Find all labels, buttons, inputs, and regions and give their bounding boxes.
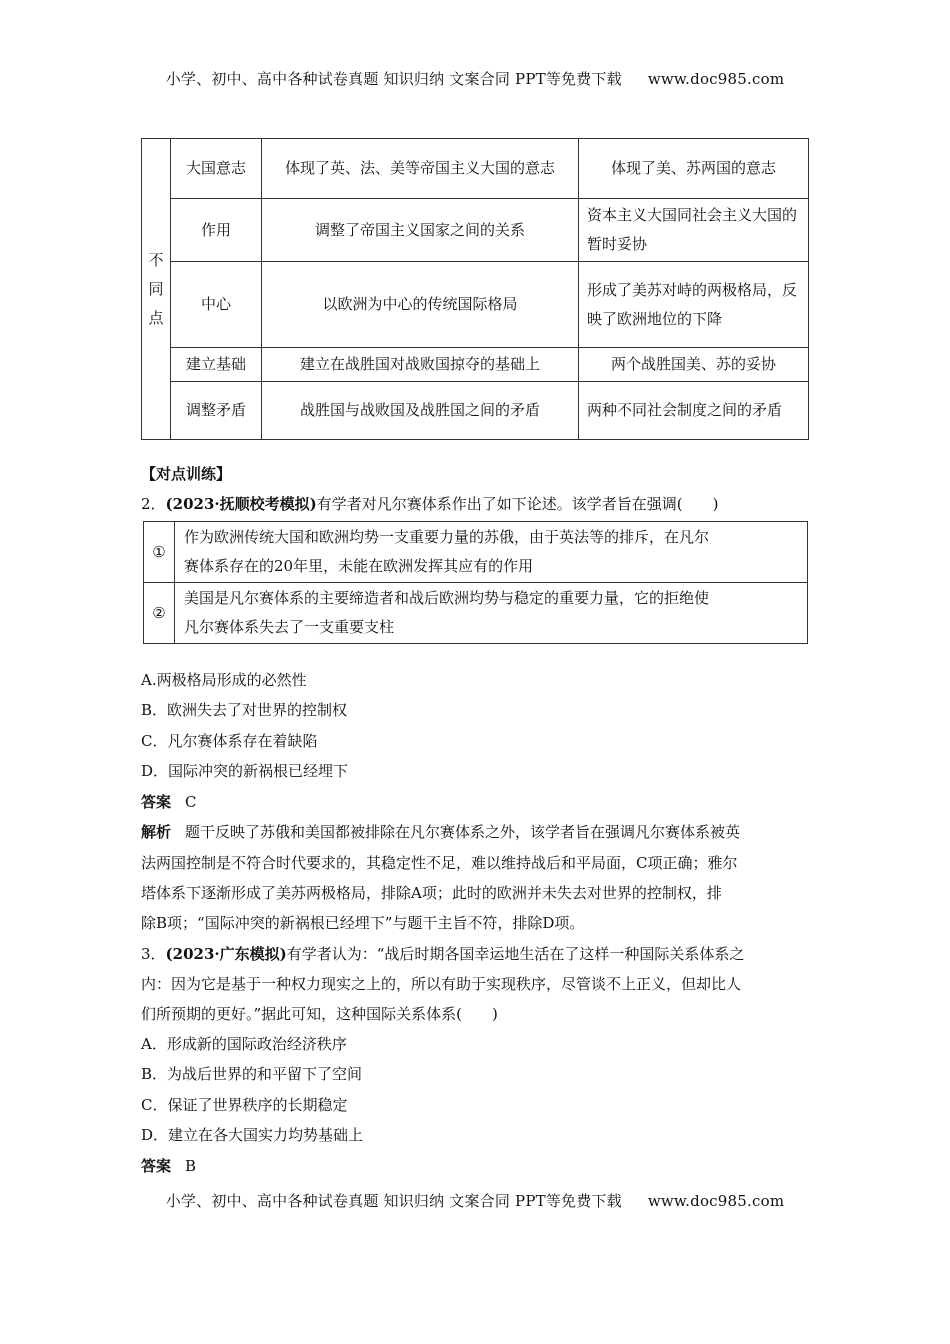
header-url[interactable]: www.doc985.com (647, 70, 785, 88)
row-name: 建立基础 (171, 348, 262, 382)
yalta-cell: 资本主义大国同社会主义大国的暂时妥协 (579, 199, 809, 262)
q2-option-c: C．凡尔赛体系存在着缺陷 (141, 732, 318, 750)
q3-option-b: B．为战后世界的和平留下了空间 (141, 1065, 363, 1083)
quote-line: 作为欧洲传统大国和欧洲均势一支重要力量的苏俄，由于英法等的排斥，在凡尔 (184, 528, 710, 546)
q3-stem-text: 有学者认为：“战后时期各国幸运地生活在了这样一种国际关系体系之 (286, 945, 745, 963)
q2-analysis-line: 法两国控制是不符合时代要求的，其稳定性不足，难以维持战后和平局面，C项正确；雅尔 (141, 854, 738, 872)
row-name: 作用 (171, 199, 262, 262)
q2-stem (141, 490, 813, 519)
q2-analysis-line: 塔体系下逐渐形成了美苏两极格局，排除A项；此时的欧洲并未失去对世界的控制权，排 (141, 884, 722, 902)
analysis-text: 题干反映了苏俄和美国都被排除在凡尔赛体系之外，该学者旨在强调凡尔赛体系被英 (185, 823, 741, 841)
versailles-cell: 体现了英、法、美等帝国主义大国的意志 (262, 139, 579, 199)
answer-value: C (185, 793, 197, 811)
quote-line: 凡尔赛体系失去了一支重要支柱 (184, 618, 395, 636)
quote-line: 美国是凡尔赛体系的主要缔造者和战后欧洲均势与稳定的重要力量，它的拒绝使 (184, 589, 710, 607)
q2-number: 2． (141, 495, 166, 513)
quote-line: 赛体系存在的20年里，未能在欧洲发挥其应有的作用 (184, 557, 534, 575)
versailles-cell: 以欧洲为中心的传统国际格局 (262, 262, 579, 348)
q2-analysis-line: 除B项；“国际冲突的新祸根已经埋下”与题干主旨不符，排除D项。 (141, 914, 585, 932)
group-label: 不同点 (148, 250, 164, 327)
q2-analysis-line (141, 818, 813, 847)
row-name: 调整矛盾 (171, 382, 262, 440)
quote-text (175, 522, 808, 583)
q3-option-c: C．保证了世界秩序的长期稳定 (141, 1096, 348, 1114)
analysis-label: 解析 (141, 823, 172, 841)
group-label-cell (142, 139, 171, 440)
yalta-cell: 体现了美、苏两国的意志 (579, 139, 809, 199)
q3-stem-line: 们所预期的更好。”据此可知，这种国际关系体系( ) (141, 1005, 498, 1023)
yalta-cell: 形成了美苏对峙的两极格局，反映了欧洲地位的下降 (579, 262, 809, 348)
quote-number: ① (144, 522, 175, 583)
quote-text (175, 583, 808, 644)
answer-label: 答案 (141, 1157, 172, 1175)
footer-text: 小学、初中、高中各种试卷真题 知识归纳 文案合同 PPT等免费下载 (165, 1192, 622, 1210)
q3-source: (2023·广东模拟) (165, 945, 287, 963)
page-header (0, 68, 950, 89)
versailles-cell: 建立在战胜国对战败国掠夺的基础上 (262, 348, 579, 382)
row-name: 中心 (171, 262, 262, 348)
versailles-cell: 调整了帝国主义国家之间的关系 (262, 199, 579, 262)
answer-value: B (185, 1157, 197, 1175)
yalta-cell: 两种不同社会制度之间的矛盾 (579, 382, 809, 440)
q3-option-d: D．建立在各大国实力均势基础上 (141, 1126, 364, 1144)
row-name: 大国意志 (171, 139, 262, 199)
page-footer (0, 1190, 950, 1211)
q3-stem-line: 内：因为它是基于一种权力现实之上的，所以有助于实现秩序，尽管谈不上正义，但却比人 (141, 975, 742, 993)
header-text: 小学、初中、高中各种试卷真题 知识归纳 文案合同 PPT等免费下载 (165, 70, 622, 88)
comparison-table (141, 138, 809, 440)
q2-answer (141, 788, 813, 817)
quote-number: ② (144, 583, 175, 644)
quote-table (143, 521, 808, 644)
q2-option-d: D．国际冲突的新祸根已经埋下 (141, 762, 349, 780)
q2-stem-text: 有学者对凡尔赛体系作出了如下论述。该学者旨在强调( ) (316, 495, 719, 513)
q3-answer (141, 1152, 813, 1181)
q2-option-b: B．欧洲失去了对世界的控制权 (141, 701, 348, 719)
answer-label: 答案 (141, 793, 172, 811)
yalta-cell: 两个战胜国美、苏的妥协 (579, 348, 809, 382)
q2-source: (2023·抚顺校考模拟) (165, 495, 317, 513)
q3-option-a: A．形成新的国际政治经济秩序 (141, 1035, 347, 1053)
q3-number: 3． (141, 945, 166, 963)
q2-option-a: A.两极格局形成的必然性 (141, 671, 307, 689)
versailles-cell: 战胜国与战败国及战胜国之间的矛盾 (262, 382, 579, 440)
section-title: 【对点训练】 (141, 465, 232, 483)
footer-url[interactable]: www.doc985.com (647, 1192, 785, 1210)
q3-stem (141, 940, 813, 969)
